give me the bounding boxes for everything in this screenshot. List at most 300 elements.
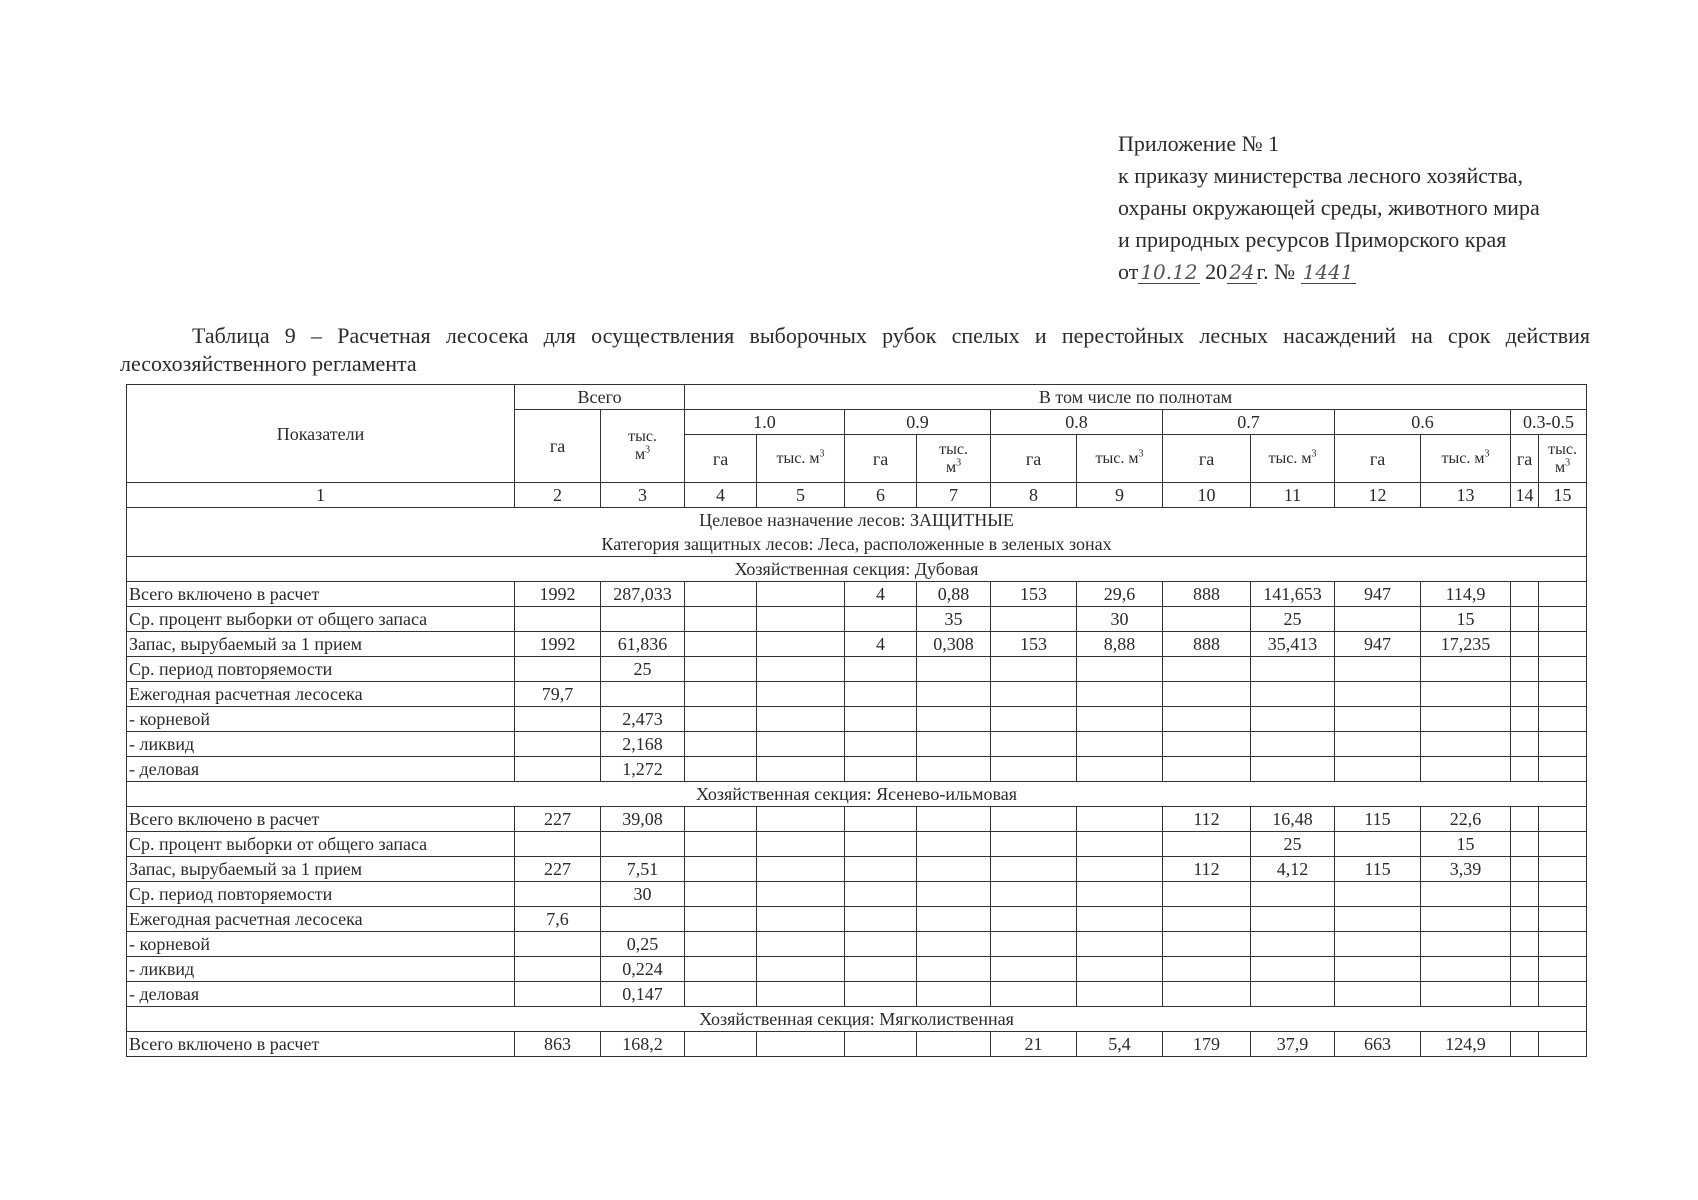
- table-cell: [1077, 707, 1163, 732]
- h-ga: га: [685, 435, 757, 483]
- header-total: Всего: [515, 385, 685, 410]
- table-cell: [1511, 707, 1539, 732]
- density-0-7: 0.7: [1163, 410, 1335, 435]
- table-cell: [1511, 957, 1539, 982]
- row-label: Ежегодная расчетная лесосека: [127, 682, 515, 707]
- table-cell: [515, 657, 601, 682]
- table-cell: [601, 832, 685, 857]
- table-cell: [757, 682, 845, 707]
- table-cell: [1539, 707, 1587, 732]
- section-title-row: [127, 1007, 1587, 1032]
- table-cell: [1511, 607, 1539, 632]
- table-row: [127, 907, 1587, 932]
- table-cell: [757, 707, 845, 732]
- table-cell: [991, 982, 1077, 1007]
- table-cell: [757, 632, 845, 657]
- table-cell: 15: [1421, 832, 1511, 857]
- table-cell: [1251, 982, 1335, 1007]
- table-cell: [1511, 732, 1539, 757]
- table-cell: [1421, 732, 1511, 757]
- table-cell: 4: [845, 582, 917, 607]
- table-cell: 153: [991, 582, 1077, 607]
- table-cell: 115: [1335, 807, 1421, 832]
- table-cell: [1335, 657, 1421, 682]
- table-cell: [917, 807, 991, 832]
- table-cell: [1511, 632, 1539, 657]
- table-cell: [1511, 582, 1539, 607]
- handwritten-number: 1441: [1302, 260, 1354, 284]
- table-cell: [1539, 682, 1587, 707]
- column-number: 11: [1251, 483, 1335, 508]
- table-cell: [685, 707, 757, 732]
- table-cell: [917, 832, 991, 857]
- table-cell: 227: [515, 857, 601, 882]
- table-cell: [1163, 907, 1251, 932]
- header-by-density: В том числе по полнотам: [685, 385, 1587, 410]
- table-row: [127, 657, 1587, 682]
- row-label: - ликвид: [127, 957, 515, 982]
- table-cell: 888: [1163, 582, 1251, 607]
- table-cell: [757, 1032, 845, 1057]
- table-row: [127, 582, 1587, 607]
- unit-label: тыс. м: [1095, 449, 1139, 467]
- table-cell: [757, 732, 845, 757]
- category-row: [127, 532, 1587, 557]
- table-cell: [685, 807, 757, 832]
- table-cell: [685, 757, 757, 782]
- unit-thousand: тыс.: [939, 440, 968, 458]
- table-cell: [1421, 957, 1511, 982]
- column-number: 8: [991, 483, 1077, 508]
- table-cell: 112: [1163, 857, 1251, 882]
- table-cell: [515, 732, 601, 757]
- table-cell: [1251, 707, 1335, 732]
- h-ga: га: [1335, 435, 1421, 483]
- category-row-cell: Категория защитных лесов: Леса, расположенные в зеленых зонах: [127, 532, 1587, 557]
- table-cell: [1421, 982, 1511, 1007]
- purpose-row: [127, 508, 1587, 533]
- table-cell: [1251, 882, 1335, 907]
- table-cell: [991, 657, 1077, 682]
- table-cell: [845, 882, 917, 907]
- density-0-8: 0.8: [991, 410, 1163, 435]
- table-cell: [757, 907, 845, 932]
- table-cell: [917, 657, 991, 682]
- table-cell: [1539, 582, 1587, 607]
- table-cell: [1539, 1032, 1587, 1057]
- table-cell: [1335, 982, 1421, 1007]
- table-cell: [1539, 657, 1587, 682]
- table-cell: [845, 1032, 917, 1057]
- table-cell: 16,48: [1251, 807, 1335, 832]
- table-cell: [515, 607, 601, 632]
- table-cell: [1077, 932, 1163, 957]
- table-cell: [991, 607, 1077, 632]
- table-cell: [845, 982, 917, 1007]
- table-cell: [845, 707, 917, 732]
- table-cell: [757, 882, 845, 907]
- table-row: [127, 982, 1587, 1007]
- table-cell: [515, 957, 601, 982]
- table-cell: [991, 932, 1077, 957]
- table-cell: [1251, 907, 1335, 932]
- table-cell: [601, 682, 685, 707]
- table-cell: [1335, 757, 1421, 782]
- table-cell: [1077, 832, 1163, 857]
- table-cell: [1511, 682, 1539, 707]
- purpose-row-cell: Целевое назначение лесов: ЗАЩИТНЫЕ: [127, 508, 1587, 533]
- table-cell: [1335, 707, 1421, 732]
- table-cell: [1335, 607, 1421, 632]
- unit-label: тыс. м: [1441, 449, 1485, 467]
- table-cell: [845, 832, 917, 857]
- table-row: [127, 957, 1587, 982]
- table-cell: [1163, 882, 1251, 907]
- table-cell: [991, 957, 1077, 982]
- table-cell: [757, 657, 845, 682]
- table-cell: 947: [1335, 582, 1421, 607]
- appendix-title: Приложение № 1: [1118, 131, 1280, 156]
- h-volume: тыс. $м^3$: [1251, 435, 1335, 483]
- table-cell: [685, 882, 757, 907]
- appendix-line-3: охраны окружающей среды, животного мира: [1118, 195, 1540, 220]
- table-cell: [1421, 707, 1511, 732]
- table-cell: [1511, 982, 1539, 1007]
- table-cell: [1077, 907, 1163, 932]
- table-cell: [1335, 882, 1421, 907]
- table-cell: [1077, 807, 1163, 832]
- appendix-header: [1118, 128, 1540, 288]
- unit-m: м: [1554, 458, 1566, 476]
- table-row: [127, 632, 1587, 657]
- table-cell: 124,9: [1421, 1032, 1511, 1057]
- table-cell: [845, 757, 917, 782]
- row-label: Всего включено в расчет: [127, 1032, 515, 1057]
- table-cell: [1539, 882, 1587, 907]
- table-cell: [757, 957, 845, 982]
- table-cell: 0,224: [601, 957, 685, 982]
- table-cell: [845, 657, 917, 682]
- table-cell: 888: [1163, 632, 1251, 657]
- table-cell: [601, 907, 685, 932]
- table-cell: [757, 982, 845, 1007]
- table-cell: [1251, 957, 1335, 982]
- table-row: [127, 807, 1587, 832]
- table-cell: [917, 1032, 991, 1057]
- table-cell: [1163, 957, 1251, 982]
- row-label: - ликвид: [127, 732, 515, 757]
- table-cell: [991, 757, 1077, 782]
- row-label: - деловая: [127, 982, 515, 1007]
- row-label: Ср. период повторяемости: [127, 657, 515, 682]
- table-cell: [757, 932, 845, 957]
- column-number: 13: [1421, 483, 1511, 508]
- table-cell: [1251, 732, 1335, 757]
- table-cell: [991, 807, 1077, 832]
- table-cell: [1511, 932, 1539, 957]
- table-cell: 25: [1251, 607, 1335, 632]
- table-cell: 168,2: [601, 1032, 685, 1057]
- table-cell: [917, 707, 991, 732]
- row-label: Всего включено в расчет: [127, 807, 515, 832]
- h-volume: тыс. $м^3$: [1077, 435, 1163, 483]
- table-cell: [685, 682, 757, 707]
- column-number: 2: [515, 483, 601, 508]
- table-cell: [515, 982, 601, 1007]
- table-cell: [1421, 932, 1511, 957]
- unit-m: м: [945, 458, 957, 476]
- table-cell: [917, 757, 991, 782]
- h-volume: тыс. $м^3$: [917, 435, 991, 483]
- table-cell: 153: [991, 632, 1077, 657]
- table-cell: [685, 1032, 757, 1057]
- table-row: [127, 857, 1587, 882]
- table-cell: [685, 607, 757, 632]
- table-cell: [685, 632, 757, 657]
- header-total-ga: га: [515, 410, 601, 483]
- order-date-line: [1118, 256, 1540, 288]
- unit-label: тыс. м: [776, 449, 820, 467]
- table-cell: [685, 657, 757, 682]
- table-cell: [1335, 932, 1421, 957]
- table-cell: [515, 882, 601, 907]
- table-cell: [1539, 907, 1587, 932]
- table-cell: [1163, 607, 1251, 632]
- section-title-row: [127, 782, 1587, 807]
- table-cell: [1511, 807, 1539, 832]
- handwritten-date: 10.12: [1140, 260, 1198, 284]
- table-cell: [757, 832, 845, 857]
- table-cell: [1539, 732, 1587, 757]
- table-row: [127, 732, 1587, 757]
- table-cell: 947: [1335, 632, 1421, 657]
- table-cell: [1077, 957, 1163, 982]
- unit-thousand: тыс.: [1548, 440, 1577, 458]
- table-cell: [1421, 882, 1511, 907]
- h-volume: тыс. $м^3$: [1421, 435, 1511, 483]
- table-cell: [1539, 807, 1587, 832]
- table-cell: [991, 732, 1077, 757]
- table-cell: 141,653: [1251, 582, 1335, 607]
- table-cell: [685, 582, 757, 607]
- h-ga: га: [845, 435, 917, 483]
- row-label: - деловая: [127, 757, 515, 782]
- table-cell: [917, 682, 991, 707]
- table-row: [127, 1032, 1587, 1057]
- table-cell: [1077, 882, 1163, 907]
- table-cell: [845, 807, 917, 832]
- table-cell: [1163, 732, 1251, 757]
- h-volume: тыс. $м^3$: [1539, 435, 1587, 483]
- table-cell: [1511, 832, 1539, 857]
- table-cell: [1163, 757, 1251, 782]
- column-number: 4: [685, 483, 757, 508]
- table-cell: [1421, 757, 1511, 782]
- table-cell: 30: [601, 882, 685, 907]
- table-cell: 179: [1163, 1032, 1251, 1057]
- table-row: [127, 882, 1587, 907]
- table-cell: [1511, 907, 1539, 932]
- table-cell: [1511, 1032, 1539, 1057]
- column-number: 3: [601, 483, 685, 508]
- from-label: от: [1118, 259, 1139, 284]
- table-row: [127, 707, 1587, 732]
- table-cell: 7,51: [601, 857, 685, 882]
- table-cell: [1539, 932, 1587, 957]
- table-cell: [515, 757, 601, 782]
- header-indicators: Показатели: [127, 385, 515, 483]
- appendix-line-4: и природных ресурсов Приморского края: [1118, 227, 1507, 252]
- column-number: 9: [1077, 483, 1163, 508]
- table-cell: [1163, 932, 1251, 957]
- row-label: Всего включено в расчет: [127, 582, 515, 607]
- table-cell: [685, 932, 757, 957]
- table-cell: [1077, 982, 1163, 1007]
- table-cell: [601, 607, 685, 632]
- table-cell: [991, 882, 1077, 907]
- table-cell: [1511, 757, 1539, 782]
- table-cell: 227: [515, 807, 601, 832]
- table-cell: [1163, 707, 1251, 732]
- table-cell: [685, 957, 757, 982]
- table-cell: [1163, 657, 1251, 682]
- column-number: 12: [1335, 483, 1421, 508]
- table-cell: 79,7: [515, 682, 601, 707]
- density-0-9: 0.9: [845, 410, 991, 435]
- column-number: 6: [845, 483, 917, 508]
- table-cell: 663: [1335, 1032, 1421, 1057]
- table-cell: [1421, 657, 1511, 682]
- row-label: - корневой: [127, 932, 515, 957]
- h-ga: га: [1511, 435, 1539, 483]
- year-prefix: 20: [1205, 259, 1228, 284]
- table-cell: [917, 982, 991, 1007]
- year-suffix: г. №: [1256, 259, 1296, 284]
- table-cell: 4,12: [1251, 857, 1335, 882]
- h-ga: га: [991, 435, 1077, 483]
- table-cell: [1077, 657, 1163, 682]
- table-cell: [685, 732, 757, 757]
- table-cell: [515, 832, 601, 857]
- table-cell: [757, 607, 845, 632]
- table-cell: 30: [1077, 607, 1163, 632]
- table-cell: [991, 832, 1077, 857]
- table-cell: [1335, 907, 1421, 932]
- table-cell: [845, 932, 917, 957]
- column-number: 14: [1511, 483, 1539, 508]
- table-cell: [1163, 682, 1251, 707]
- h-ga: га: [1163, 435, 1251, 483]
- column-number: 10: [1163, 483, 1251, 508]
- table-cell: 2,473: [601, 707, 685, 732]
- table-cell: 0,25: [601, 932, 685, 957]
- table-cell: [1539, 832, 1587, 857]
- table-cell: 114,9: [1421, 582, 1511, 607]
- table-cell: [917, 957, 991, 982]
- table-cell: [1539, 857, 1587, 882]
- table-cell: [1421, 682, 1511, 707]
- table-cell: [991, 857, 1077, 882]
- table-cell: [845, 732, 917, 757]
- table-cell: [685, 857, 757, 882]
- table-cell: 5,4: [1077, 1032, 1163, 1057]
- table-cell: [1511, 657, 1539, 682]
- table-cell: 0,308: [917, 632, 991, 657]
- table-cell: [845, 607, 917, 632]
- column-number: 7: [917, 483, 991, 508]
- row-label: Ср. процент выборки от общего запаса: [127, 832, 515, 857]
- table-row: [127, 607, 1587, 632]
- table-cell: 4: [845, 632, 917, 657]
- table-cell: [917, 932, 991, 957]
- table-cell: [1539, 982, 1587, 1007]
- table-cell: [515, 707, 601, 732]
- table-cell: 2,168: [601, 732, 685, 757]
- table-cell: [1539, 632, 1587, 657]
- row-label: Запас, вырубаемый за 1 прием: [127, 857, 515, 882]
- table-cell: [757, 807, 845, 832]
- table-cell: [1251, 682, 1335, 707]
- table-cell: [1539, 957, 1587, 982]
- row-label: Ср. период повторяемости: [127, 882, 515, 907]
- allowable-cut-table: [126, 384, 1587, 1057]
- table-cell: [1335, 832, 1421, 857]
- appendix-line-2: к приказу министерства лесного хозяйства,: [1118, 163, 1524, 188]
- table-cell: [1539, 607, 1587, 632]
- table-cell: 115: [1335, 857, 1421, 882]
- table-cell: [1335, 732, 1421, 757]
- section-title-row-cell: Хозяйственная секция: Мягколиственная: [127, 1007, 1587, 1032]
- header-total-volume: тыс. $м^3$: [601, 410, 685, 483]
- table-row: [127, 932, 1587, 957]
- table-row: [127, 832, 1587, 857]
- table-cell: [991, 907, 1077, 932]
- table-cell: 37,9: [1251, 1032, 1335, 1057]
- column-number: 15: [1539, 483, 1587, 508]
- column-number: 1: [127, 483, 515, 508]
- table-cell: 0,147: [601, 982, 685, 1007]
- table-cell: 112: [1163, 807, 1251, 832]
- section-title-row-cell: Хозяйственная секция: Дубовая: [127, 557, 1587, 582]
- table-row: [127, 757, 1587, 782]
- row-label: Ср. процент выборки от общего запаса: [127, 607, 515, 632]
- table-cell: 287,033: [601, 582, 685, 607]
- table-cell: 0,88: [917, 582, 991, 607]
- table-cell: 21: [991, 1032, 1077, 1057]
- row-label: Запас, вырубаемый за 1 прием: [127, 632, 515, 657]
- table-cell: 3,39: [1421, 857, 1511, 882]
- section-title-row: [127, 557, 1587, 582]
- density-0-6: 0.6: [1335, 410, 1511, 435]
- table-cell: [757, 757, 845, 782]
- table-cell: 863: [515, 1032, 601, 1057]
- table-cell: [757, 582, 845, 607]
- table-cell: 35,413: [1251, 632, 1335, 657]
- table-cell: 22,6: [1421, 807, 1511, 832]
- table-cell: 8,88: [1077, 632, 1163, 657]
- table-cell: [917, 882, 991, 907]
- table-cell: 1992: [515, 582, 601, 607]
- table-cell: [917, 857, 991, 882]
- table-cell: 25: [601, 657, 685, 682]
- table-caption: Таблица 9 – Расчетная лесосека для осуществления выборочных рубок спелых и перестойных лесных насаждений на срок действия лесохозяйственного регламента: [120, 323, 1590, 376]
- table-cell: [1251, 757, 1335, 782]
- table-cell: 29,6: [1077, 582, 1163, 607]
- table-cell: [1335, 957, 1421, 982]
- table-cell: [1251, 657, 1335, 682]
- table-cell: [1163, 982, 1251, 1007]
- table-cell: [917, 907, 991, 932]
